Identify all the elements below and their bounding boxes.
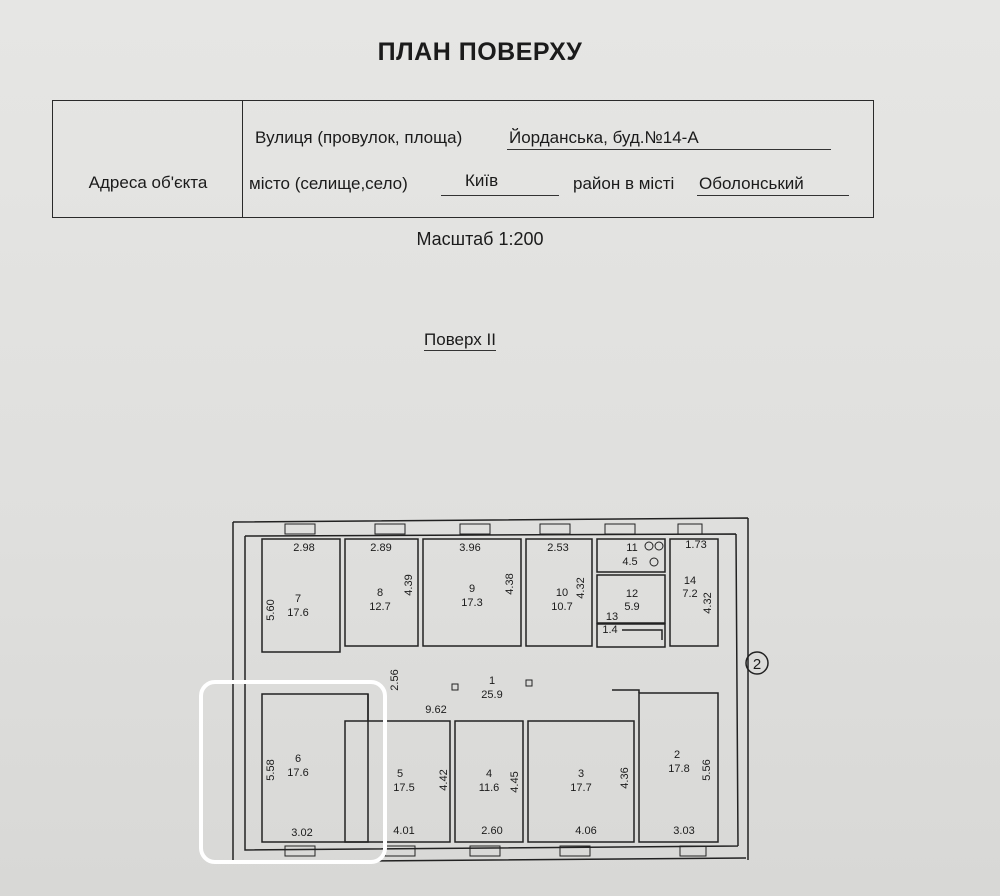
room-10-area: 10.7: [551, 601, 573, 613]
room-2-area: 17.8: [668, 763, 690, 775]
dim-room-5-width: 4.01: [393, 825, 415, 837]
dim-room-10-width: 2.53: [547, 542, 569, 554]
dim-room-2-depth: 5.56: [701, 759, 713, 781]
dim-corridor-depth: 2.56: [389, 669, 401, 691]
dim-room-4-width: 2.60: [481, 825, 503, 837]
street-prefix: Вулиця (провулок, площа): [255, 128, 463, 147]
window-2: [375, 524, 405, 534]
dim-room-7-width: 2.98: [293, 542, 315, 554]
room-11-area: 4.5: [622, 556, 638, 568]
dim-room-4-depth: 4.45: [509, 771, 521, 793]
room-5-area: 17.5: [393, 782, 415, 794]
dim-room-14-width: 1.73: [685, 539, 707, 551]
sink-2: [655, 542, 663, 550]
room-9-number: 9: [468, 583, 476, 595]
dim-room-3-width: 4.06: [575, 825, 597, 837]
room-9-area: 17.3: [461, 597, 483, 609]
city-value: Київ: [465, 171, 499, 190]
room-12-number: 12: [625, 588, 639, 600]
room-10-number: 10: [555, 587, 569, 599]
window-3: [460, 524, 490, 534]
column-2: [526, 680, 532, 686]
dim-room-7-depth: 5.60: [265, 599, 277, 621]
city-prefix: місто (селище,село): [249, 174, 408, 193]
dim-room-6-depth: 5.58: [265, 759, 277, 781]
dim-corridor-width: 9.62: [425, 704, 447, 716]
toilet: [650, 558, 658, 566]
district-prefix: район в місті: [573, 174, 675, 193]
floor-label: Поверх II: [424, 330, 496, 349]
window-6: [678, 524, 702, 534]
column-1: [452, 684, 458, 690]
room-13-number: 13: [605, 611, 619, 623]
room-6-highlight: [199, 680, 387, 864]
dim-room-9-width: 3.96: [459, 542, 481, 554]
section-marker: 2: [752, 656, 762, 673]
room-6-number: 6: [294, 753, 302, 765]
dim-room-5-depth: 4.42: [438, 769, 450, 791]
room-14-number: 14: [683, 575, 697, 587]
room-2-number: 2: [673, 749, 681, 761]
window-8: [385, 846, 415, 856]
room-14-area: 7.2: [682, 588, 698, 600]
room-3-area: 17.7: [570, 782, 592, 794]
room-5-number: 5: [396, 768, 404, 780]
dim-room-10-depth: 4.32: [575, 577, 587, 599]
dim-room-2-width: 3.03: [673, 825, 695, 837]
room-8-area: 12.7: [369, 601, 391, 613]
room-7-number: 7: [294, 593, 302, 605]
window-11: [680, 846, 706, 856]
document-title: ПЛАН ПОВЕРХУ: [377, 38, 583, 66]
room-12-area: 5.9: [624, 601, 640, 613]
stair-mark: [622, 630, 662, 640]
district-value: Оболонський: [699, 174, 804, 193]
room-4-area: 11.6: [478, 782, 500, 794]
sink-1: [645, 542, 653, 550]
room-1-number: 1: [488, 675, 496, 687]
window-5: [605, 524, 635, 534]
room-7-area: 17.6: [287, 607, 309, 619]
window-1: [285, 524, 315, 534]
scale-label: Масштаб 1:200: [416, 229, 544, 249]
dim-room-3-depth: 4.36: [619, 767, 631, 789]
corridor-lines: [368, 690, 639, 721]
dim-room-14-depth: 4.32: [702, 592, 714, 614]
room-13-area: 1.4: [602, 624, 618, 636]
room-6-area: 17.6: [287, 767, 309, 779]
window-4: [540, 524, 570, 534]
room-4-number: 4: [485, 768, 493, 780]
dim-room-6-width: 3.02: [291, 827, 313, 839]
room-1-area: 25.9: [481, 689, 503, 701]
street-value: Йорданська, буд.№14-А: [509, 128, 699, 147]
dim-room-8-depth: 4.39: [403, 574, 415, 596]
room-3-number: 3: [577, 768, 585, 780]
dim-room-8-width: 2.89: [370, 542, 392, 554]
dim-room-9-depth: 4.38: [504, 573, 516, 595]
room-11-number: 11: [626, 542, 638, 554]
address-label: Адреса об'єкта: [88, 173, 208, 192]
room-8-number: 8: [376, 587, 384, 599]
